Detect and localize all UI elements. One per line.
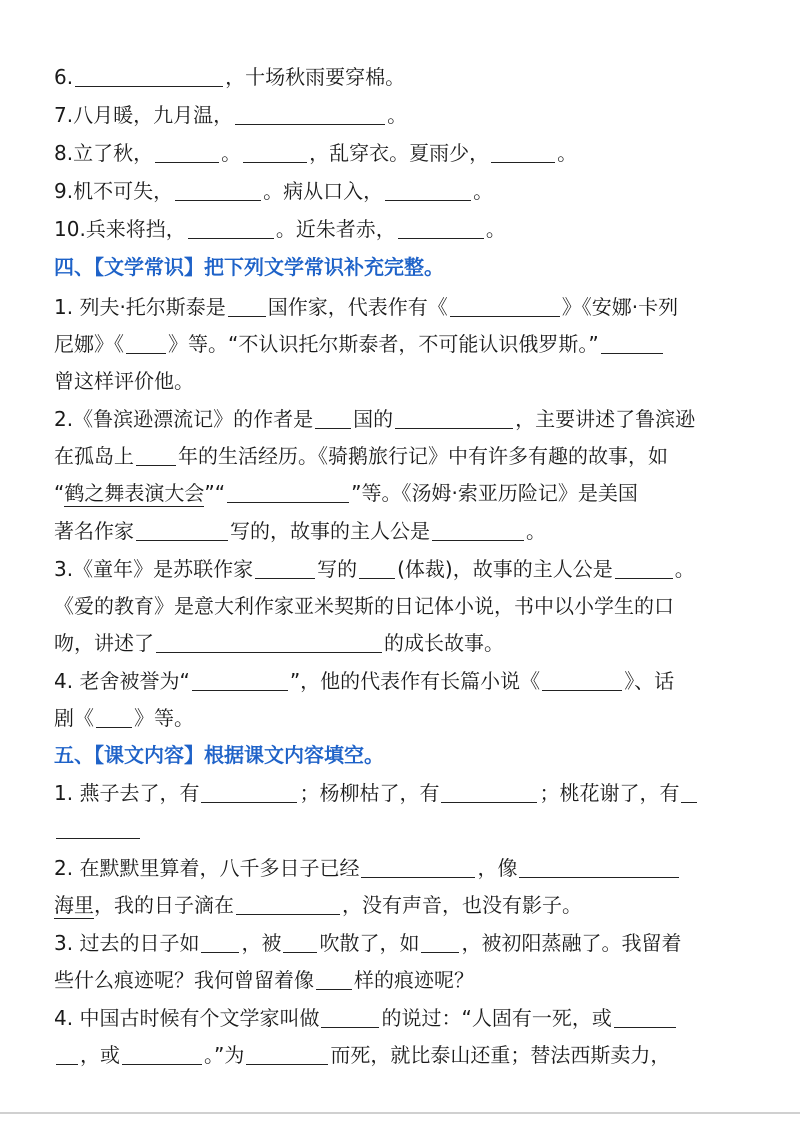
question-6: [54, 63, 762, 91]
question-text: ，乱穿衣。夏雨少，: [309, 141, 490, 165]
answer-blank[interactable]: [246, 1044, 328, 1065]
question-number: 7.: [54, 103, 74, 127]
answer-blank[interactable]: [136, 445, 176, 466]
question-text: 》等。: [134, 706, 194, 730]
question-text: 的说过：“人固有一死，或: [381, 1006, 612, 1030]
answer-blank[interactable]: [395, 408, 513, 429]
question-text: ，被: [241, 931, 282, 955]
question-text: 吻，讲述了: [54, 631, 154, 655]
answer-blank[interactable]: [126, 333, 166, 354]
question-text: 剧《: [54, 706, 94, 730]
question-10: [54, 215, 762, 243]
answer-blank[interactable]: [491, 142, 555, 163]
page-bottom-divider: [0, 1112, 800, 1114]
answer-blank[interactable]: [283, 932, 317, 953]
answer-blank[interactable]: [156, 632, 382, 653]
question-text: 些什么痕迹呢？我何曾留着像: [54, 968, 314, 992]
answer-blank[interactable]: [615, 558, 673, 579]
answer-blank[interactable]: [122, 1044, 202, 1065]
question-text: 的成长故事。: [384, 631, 504, 655]
question-text: ，或: [80, 1043, 120, 1067]
question-text: ，我的日子滴在: [94, 893, 234, 917]
answer-blank[interactable]: [75, 66, 223, 87]
answer-blank[interactable]: [432, 520, 524, 541]
answer-blank[interactable]: [201, 932, 239, 953]
answer-blank[interactable]: [321, 1007, 379, 1028]
question-text: 样的痕迹呢？: [354, 968, 474, 992]
question-text: 。: [674, 557, 695, 581]
s4-q3-line3: [54, 629, 762, 657]
s5-q3-line2: [54, 966, 762, 994]
question-text: 》《安娜·卡列: [561, 295, 679, 319]
question-text: ”等。《汤姆·索亚历险记》是美国: [351, 481, 638, 505]
question-text: 尼娜》《: [54, 332, 124, 356]
question-text: 著名作家: [54, 519, 134, 543]
question-text: 国的: [353, 407, 394, 431]
answer-blank[interactable]: [136, 520, 228, 541]
question-text: (体裁)，故事的主人公是: [397, 557, 613, 581]
answer-blank[interactable]: [243, 142, 307, 163]
answer-blank[interactable]: [385, 180, 471, 201]
answer-blank[interactable]: [56, 1044, 78, 1065]
s5-q1-line2: [54, 815, 762, 843]
question-9: [54, 177, 762, 205]
question-number: 10.: [54, 217, 86, 241]
s5-q1-line1: [54, 779, 762, 807]
answer-blank[interactable]: [155, 142, 219, 163]
question-text: “: [54, 481, 65, 505]
answer-blank[interactable]: [441, 782, 537, 803]
question-text: 3. 过去的日子如: [54, 931, 200, 955]
question-text: 。: [473, 179, 494, 203]
s5-q4-line1: [54, 1004, 762, 1032]
question-text: 机不可失，: [73, 179, 174, 203]
question-text: 八月暖，九月温，: [73, 103, 234, 127]
question-number: 6.: [54, 65, 74, 89]
question-text: 。病从口入，: [263, 179, 384, 203]
question-text: 年的生活经历。《骑鹅旅行记》中有许多有趣的故事，如: [178, 444, 668, 468]
s4-q4-line2: [54, 704, 762, 732]
question-7: [54, 101, 762, 129]
question-text: 2.《鲁滨逊漂流记》的作者是: [54, 407, 314, 431]
question-text: 1. 列夫·托尔斯泰是: [54, 295, 226, 319]
question-text: 3.《童年》是苏联作家: [54, 557, 254, 581]
question-text: 写的，故事的主人公是: [230, 519, 430, 543]
question-text: 在孤岛上: [54, 444, 134, 468]
s4-q3-line2: 《爱的教育》是意大利作家亚米契斯的日记体小说，书中以小学生的口: [54, 594, 674, 618]
answer-blank[interactable]: [255, 558, 315, 579]
s4-q4-line1: [54, 667, 762, 695]
question-text: 。: [387, 103, 408, 127]
question-text: ”“: [204, 481, 226, 505]
question-text: 吹散了，如: [319, 931, 420, 955]
answer-blank[interactable]: [450, 296, 560, 317]
answer-blank[interactable]: [614, 1007, 676, 1028]
s5-q3-line1: [54, 929, 762, 957]
question-text: 兵来将挡，: [85, 217, 186, 241]
s5-q2-line1: [54, 854, 762, 882]
answer-blank[interactable]: [188, 218, 274, 239]
answer-blank[interactable]: [175, 180, 261, 201]
s4-q2-line2: [54, 442, 762, 470]
question-text: ；桃花谢了，有: [539, 781, 680, 805]
s4-q1-line3: 曾这样评价他。: [54, 369, 194, 393]
s5-q4-line2: [54, 1041, 762, 1069]
question-text: 4. 中国古时候有个文学家叫做: [54, 1006, 320, 1030]
answer-blank[interactable]: [421, 932, 459, 953]
question-text: 。: [485, 217, 506, 241]
answer-blank[interactable]: [542, 670, 622, 691]
question-text: ，十场秋雨要穿棉。: [225, 65, 406, 89]
question-text: 写的: [317, 557, 358, 581]
answer-blank[interactable]: [56, 818, 140, 839]
answer-blank[interactable]: [316, 969, 352, 990]
question-text: 而死，就比泰山还重；替法西斯卖力，: [330, 1043, 671, 1067]
answer-blank[interactable]: [192, 670, 288, 691]
question-text: ，没有声音，也没有影子。: [342, 893, 582, 917]
question-text: ”，他的代表作有长篇小说《: [289, 669, 541, 693]
question-8: [54, 139, 762, 167]
question-text: 。近朱者赤，: [275, 217, 396, 241]
question-number: 9.: [54, 179, 74, 203]
underlined-story-title: 鹤之舞表演大会: [64, 481, 205, 505]
answer-blank[interactable]: [398, 218, 484, 239]
s4-q1-line1: [54, 293, 762, 321]
s4-q3-line1: [54, 555, 762, 583]
answer-blank[interactable]: [228, 296, 266, 317]
question-text: 。: [526, 519, 546, 543]
answer-blank[interactable]: [315, 408, 351, 429]
answer-blank[interactable]: [601, 333, 663, 354]
question-text: ，被初阳蒸融了。我留着: [461, 931, 682, 955]
s4-q2-line3: [54, 479, 762, 507]
question-text: ，主要讲述了鲁滨逊: [515, 407, 696, 431]
answer-blank[interactable]: [201, 782, 297, 803]
question-text: 2. 在默默里算着，八千多日子已经: [54, 856, 360, 880]
answer-blank[interactable]: [359, 558, 395, 579]
question-text: 4. 老舍被誉为“: [54, 669, 190, 693]
question-text: 。: [557, 141, 578, 165]
s4-q2-line1: [54, 405, 762, 433]
question-text: 立了秋，: [73, 141, 154, 165]
question-text: ；杨柳枯了，有: [299, 781, 440, 805]
question-text: 》等。“不认识托尔斯泰者，不可能认识俄罗斯。”: [168, 332, 599, 356]
underlined-text: 海里: [54, 893, 94, 917]
section-5-heading: 五、【课文内容】根据课文内容填空。: [54, 743, 384, 767]
question-text: 。: [221, 141, 242, 165]
question-text: 。”为: [204, 1043, 245, 1067]
answer-blank[interactable]: [681, 782, 697, 803]
s4-q2-line4: [54, 517, 762, 545]
answer-blank[interactable]: [519, 857, 679, 878]
answer-blank[interactable]: [236, 894, 340, 915]
question-text: 》、话: [624, 669, 675, 693]
answer-blank[interactable]: [227, 482, 349, 503]
question-number: 8.: [54, 141, 74, 165]
answer-blank[interactable]: [96, 707, 132, 728]
section-4-heading: 四、【文学常识】把下列文学常识补充完整。: [54, 255, 444, 279]
s4-q1-line2: [54, 330, 762, 358]
s5-q2-line2: [54, 891, 762, 919]
question-text: ，像: [477, 856, 518, 880]
answer-blank[interactable]: [361, 857, 475, 878]
question-text: 1. 燕子去了，有: [54, 781, 200, 805]
question-text: 国作家，代表作有《: [267, 295, 448, 319]
answer-blank[interactable]: [235, 104, 385, 125]
